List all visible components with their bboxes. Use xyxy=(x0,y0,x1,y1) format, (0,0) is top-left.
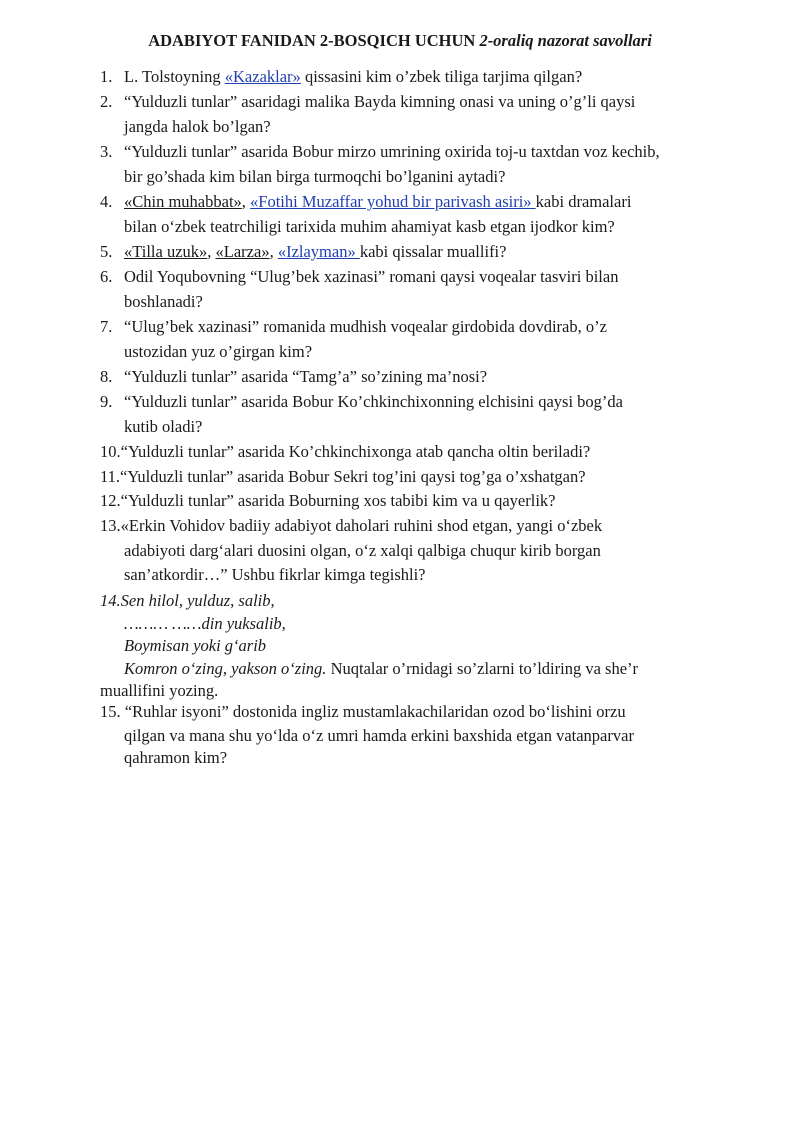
question-text: “Yulduzli tunlar” asarida Bobur mirzo umrining oxirida toj-u taxtdan voz kechib, xyxy=(124,142,660,161)
question-text: “Yulduzli tunlar” asarida Bobur Ko’chkinchixonning elchisini qaysi bog’da xyxy=(124,392,624,411)
question-number: 12. xyxy=(100,491,121,510)
question-number: 13. xyxy=(100,516,121,535)
question-text: kabi dramalari xyxy=(535,192,632,211)
poem-line: ……… ……din yuksalib, xyxy=(124,613,286,633)
question-number: 4. xyxy=(100,192,113,211)
question-text: “Yulduzli tunlar” asarida “Tamg’a” so’zining ma’nosi? xyxy=(124,367,488,386)
poem-line: Komron o‘zing, yakson o‘zing. xyxy=(124,658,327,678)
title-larza: «Larza» xyxy=(215,242,270,261)
question-text: “Yulduzli tunlar” asaridagi malika Bayda kimning onasi va uning o’g’li qaysi xyxy=(124,92,636,111)
link-izlayman[interactable]: «Izlayman» xyxy=(277,242,360,261)
question-text: “Ruhlar isyoni” dostonida ingliz mustamlakachilaridan ozod bo‘lishini orzu xyxy=(120,702,626,721)
question-number: 15. xyxy=(100,702,121,721)
question-number: 11. xyxy=(100,467,121,486)
question-number: 8. xyxy=(100,367,113,386)
question-text: bir go’shada kim bilan birga turmoqchi bo’lganini aytadi? xyxy=(124,166,506,186)
question-text: kabi qissalar muallifi? xyxy=(359,242,507,261)
question-number: 1. xyxy=(100,67,113,86)
question-text: «Erkin Vohidov badiiy adabiyot daholari ruhini shod etgan, yangi o‘zbek xyxy=(120,516,603,535)
question-text: adabiyoti darg‘alari duosini olgan, o‘z xalqi qalbiga chuqur kirib borgan xyxy=(124,540,601,560)
title-chin-muhabbat: «Chin muhabbat» xyxy=(124,192,242,211)
page-title xyxy=(0,31,800,51)
question-number: 6. xyxy=(100,267,113,286)
poem-line: Sen hilol, yulduz, salib, xyxy=(120,591,275,610)
title-main: ADABIYOT FANIDAN 2-BOSQICH UCHUN xyxy=(148,31,476,50)
link-fotihi-muzaffar[interactable]: «Fotihi Muzaffar yohud bir parivash asiri» xyxy=(250,192,536,211)
question-number: 14. xyxy=(100,591,121,610)
question-number: 9. xyxy=(100,392,113,411)
poem-line: Boymisan yoki g‘arib xyxy=(124,636,267,655)
question-text: jangda halok bo’lgan? xyxy=(124,116,271,136)
question-10 xyxy=(100,440,750,465)
question-15 xyxy=(100,700,750,769)
question-text: Nuqtalar o’rnidagi so’zlarni to’ldiring va she’r xyxy=(326,658,639,678)
question-8 xyxy=(100,365,750,390)
question-7 xyxy=(100,315,750,364)
question-4 xyxy=(100,190,750,239)
question-11 xyxy=(100,465,750,490)
question-number: 5. xyxy=(100,242,113,261)
question-text: kutib oladi? xyxy=(124,416,203,436)
question-text: qissasini kim o’zbek tiliga tarjima qilgan? xyxy=(300,67,583,86)
question-text: L. Tolstoyning xyxy=(124,67,225,86)
question-text: “Ulug’bek xazinasi” romanida mudhish voqealar girdobida dovdirab, o’z xyxy=(124,317,607,336)
question-text: Odil Yoqubovning “Ulug’bek xazinasi” romani qaysi voqealar tasviri bilan xyxy=(124,267,619,286)
question-12 xyxy=(100,489,750,514)
link-kazaklar[interactable]: «Kazaklar» xyxy=(224,67,301,86)
question-13 xyxy=(100,514,750,588)
question-number: 7. xyxy=(100,317,113,336)
question-text: ustozidan yuz o’girgan kim? xyxy=(124,341,313,361)
question-number: 10. xyxy=(100,442,121,461)
question-text: “Yulduzli tunlar” asarida Ko’chkinchixonga atab qancha oltin beriladi? xyxy=(120,442,591,461)
question-text: san’atkordir…” Ushbu fikrlar kimga tegishli? xyxy=(124,565,426,584)
question-number: 3. xyxy=(100,142,113,161)
question-6 xyxy=(100,265,750,314)
question-text: “Yulduzli tunlar” asarida Bobur Sekri tog’ini qaysi tog’ga o’xshatgan? xyxy=(120,467,586,486)
question-3 xyxy=(100,140,750,189)
title-sub: 2-oraliq nazorat savollari xyxy=(479,31,652,50)
question-2 xyxy=(100,90,750,139)
separator: , xyxy=(269,242,278,261)
question-9 xyxy=(100,390,750,439)
separator: , xyxy=(241,192,251,211)
title-tilla-uzuk: «Tilla uzuk» xyxy=(124,242,208,261)
question-1 xyxy=(100,65,750,90)
question-text: “Yulduzli tunlar” asarida Boburning xos tabibi kim va u qayerlik? xyxy=(120,491,556,510)
question-14 xyxy=(100,590,750,703)
question-text: boshlanadi? xyxy=(124,291,203,311)
question-text: muallifini yozing. xyxy=(100,681,219,700)
question-text: qahramon kim? xyxy=(124,747,228,767)
question-number: 2. xyxy=(100,92,113,111)
question-text: qilgan va mana shu yo‘lda o‘z umri hamda erkini baxshida etgan vatanparvar xyxy=(124,725,634,745)
question-text: bilan o‘zbek teatrchiligi tarixida muhim ahamiyat kasb etgan ijodkor kim? xyxy=(124,216,615,236)
separator: , xyxy=(207,242,216,261)
question-5 xyxy=(100,240,750,265)
